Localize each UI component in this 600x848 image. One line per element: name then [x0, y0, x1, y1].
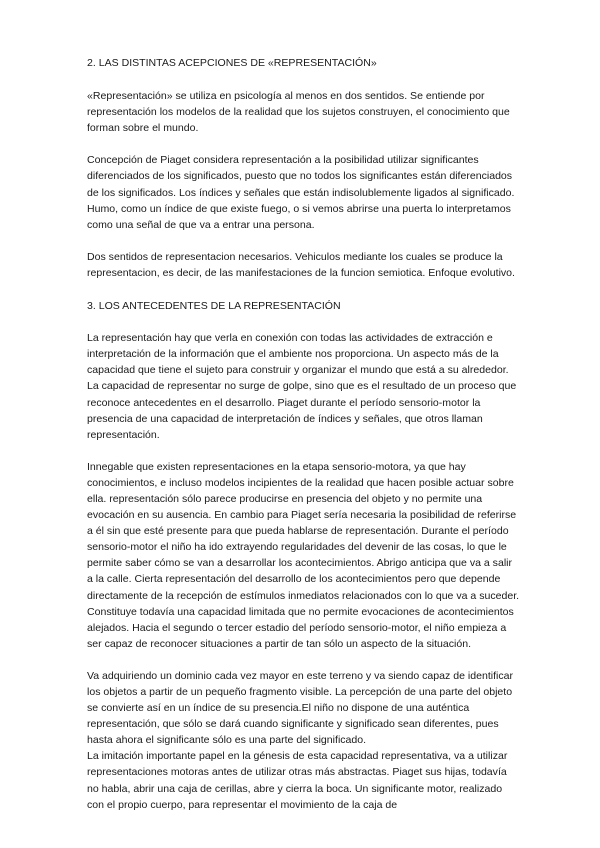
paragraph: Dos sentidos de representacion necesarios. Vehiculos mediante los cuales se produce la representacion, es decir, de las manifestaciones de la funcion semiotica. Enfoque evolutivo.	[87, 250, 515, 279]
paragraph: «Representación» se utiliza en psicología al menos en dos sentidos. Se entiende por representación los modelos de la realidad que los sujetos construyen, el conocimiento que forman sobre el mundo.	[87, 90, 510, 135]
paragraph: Va adquiriendo un dominio cada vez mayor en este terreno y va siendo capaz de identificar los objetos a partir de un pequeño fragmento visible. La percepción de una parte del objeto se convierte así en un índice de su presencia.El niño no dispone de una auténtica representación, que sólo se dará cuando significante y significado sean diferentes, pues hasta ahora el significante sólo es una parte del significado.	[87, 669, 514, 747]
paragraph: La imitación importante papel en la génesis de esta capacidad representativa, va a utilizar representaciones motoras antes de utilizar otras más abstractas. Piaget sus hijas, todavía no habla, abrir una caja de cerillas, abre y cierra la boca. Un significante motor, realizado con el propio cuerpo, para representar el movimiento de la caja de	[87, 750, 508, 811]
paragraph: La representación hay que verla en conexión con todas las actividades de extracción e interpretación de la información que el ambiente nos proporciona. Un aspecto más de la capacidad que tiene el sujeto para construir y organizar el mundo que está a su alrededor. La capacidad de representar no surge de golpe, sino que es el resultado de un proceso que reconoce antecedentes en el desarrollo. Piaget durante el período sensorio-motor la presencia de una capacidad de interpretación de índices y señales, que otros llaman representación.	[87, 332, 517, 441]
section-heading: 2. LAS DISTINTAS ACEPCIONES DE «REPRESENTACIÓN»	[87, 57, 377, 69]
paragraph: Innegable que existen representaciones en la etapa sensorio-motora, ya que hay conocimientos, e incluso modelos incipientes de la realidad que hacen posible actuar sobre ella. representación sólo parece producirse en presencia del objeto y no permite una evocación en su ausencia. En cambio para Piaget sería necesaria la posibilidad de referirse a él sin que esté presente para que pueda hablarse de representación. Durante el período sensorio-motor el niño ha ido extrayendo regularidades del devenir de las cosas, lo que le permite saber cómo se van a desarrollar los acontecimientos. Abrigo anticipa que va a salir a la calle. Cierta representación del desarrollo de los acontecimientos pero que depende directamente de la recepción de estímulos inmediatos relacionados con lo que va a suceder. Constituye todavía una capacidad limitada que no permite evocaciones de acontecimientos alejados. Hacia el segundo o tercer estadio del período sensorio-motor, el niño empieza a ser capaz de reconocer situaciones a partir de tan sólo un aspecto de la situación.	[87, 460, 520, 650]
paragraph: Concepción de Piaget considera representación a la posibilidad utilizar significantes diferenciados de los significados, puesto que no todos los significantes están diferenciados de los significados. Los índices y señales que están indisolublemente ligados al significado. Humo, como un índice de que existe fuego, o si vemos abrirse una puerta lo interpretamos como una señal de que va a entrar una persona.	[87, 154, 515, 231]
section-heading: 3. LOS ANTECEDENTES DE LA REPRESENTACIÓN	[87, 300, 341, 313]
